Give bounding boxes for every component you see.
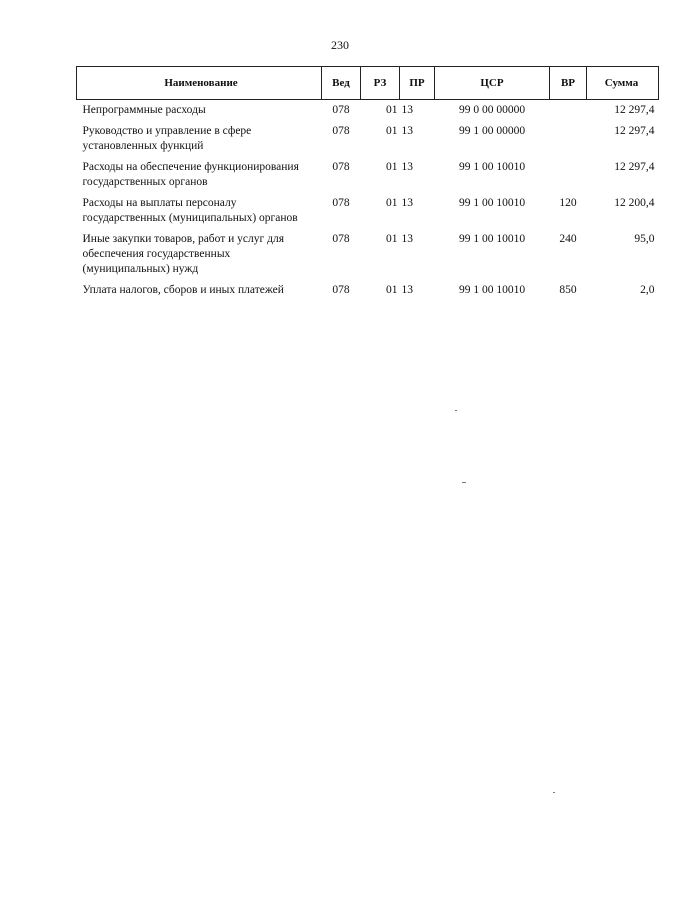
cell-pr: 13 <box>401 125 413 137</box>
cell-vr: 850 <box>559 284 577 296</box>
cell-pr: 13 <box>401 104 413 116</box>
table-row <box>77 157 659 193</box>
cell-vr: 120 <box>559 197 577 209</box>
header-vr: ВР <box>550 67 587 100</box>
cell-sum: 2,0 <box>640 284 655 296</box>
cell-rz: 01 <box>386 284 398 296</box>
cell-csr: 99 1 00 10010 <box>458 284 526 296</box>
table-header <box>77 67 659 100</box>
cell-vr: 240 <box>559 233 577 245</box>
cell-name: Руководство и управление в сфере установленных функций <box>82 125 252 152</box>
cell-csr: 99 1 00 00000 <box>458 125 526 137</box>
cell-ved: 078 <box>332 197 350 209</box>
cell-rz: 01 <box>386 161 398 173</box>
cell-csr: 99 0 00 00000 <box>458 104 526 116</box>
cell-ved: 078 <box>332 104 350 116</box>
cell-rz: 01 <box>386 125 398 137</box>
header-pr: ПР <box>400 67 435 100</box>
cell-vr <box>550 121 587 157</box>
header-name: Наименование <box>77 67 322 100</box>
cell-sum: 12 297,4 <box>614 161 655 173</box>
cell-rz: 01 <box>386 104 398 116</box>
cell-vr <box>550 157 587 193</box>
header-rz: РЗ <box>361 67 400 100</box>
cell-rz: 01 <box>386 197 398 209</box>
scan-mark <box>553 792 555 793</box>
budget-table <box>76 66 659 301</box>
cell-name: Непрограммные расходы <box>82 104 206 116</box>
scan-mark <box>455 410 457 411</box>
cell-rz: 01 <box>386 233 398 245</box>
table-row <box>77 100 659 122</box>
header-ved: Вед <box>322 67 361 100</box>
cell-csr: 99 1 00 10010 <box>458 233 526 245</box>
page-number: 230 <box>331 38 349 52</box>
cell-sum: 95,0 <box>634 233 655 245</box>
header-sum: Сумма <box>587 67 659 100</box>
scan-mark <box>462 482 466 483</box>
table-row <box>77 121 659 157</box>
cell-sum: 12 297,4 <box>614 104 655 116</box>
cell-csr: 99 1 00 10010 <box>458 161 526 173</box>
cell-pr: 13 <box>401 233 413 245</box>
header-csr: ЦСР <box>435 67 550 100</box>
cell-sum: 12 200,4 <box>614 197 655 209</box>
table-body <box>77 100 659 302</box>
cell-name: Уплата налогов, сборов и иных платежей <box>82 284 284 296</box>
cell-ved: 078 <box>332 125 350 137</box>
cell-sum: 12 297,4 <box>614 125 655 137</box>
cell-csr: 99 1 00 10010 <box>458 197 526 209</box>
cell-name: Расходы на обеспечение функционирования государственных органов <box>82 161 299 188</box>
table-row <box>77 193 659 229</box>
cell-ved: 078 <box>332 233 350 245</box>
table-row <box>77 229 659 280</box>
cell-pr: 13 <box>401 197 413 209</box>
header-row <box>77 67 659 100</box>
cell-vr <box>550 100 587 122</box>
cell-pr: 13 <box>401 284 413 296</box>
cell-ved: 078 <box>332 284 350 296</box>
cell-name: Иные закупки товаров, работ и услуг для обеспечения государственных (муниципальных) нужд <box>82 233 284 275</box>
table-row <box>77 280 659 301</box>
cell-pr: 13 <box>401 161 413 173</box>
cell-ved: 078 <box>332 161 350 173</box>
cell-name: Расходы на выплаты персоналу государственных (муниципальных) органов <box>82 197 298 224</box>
